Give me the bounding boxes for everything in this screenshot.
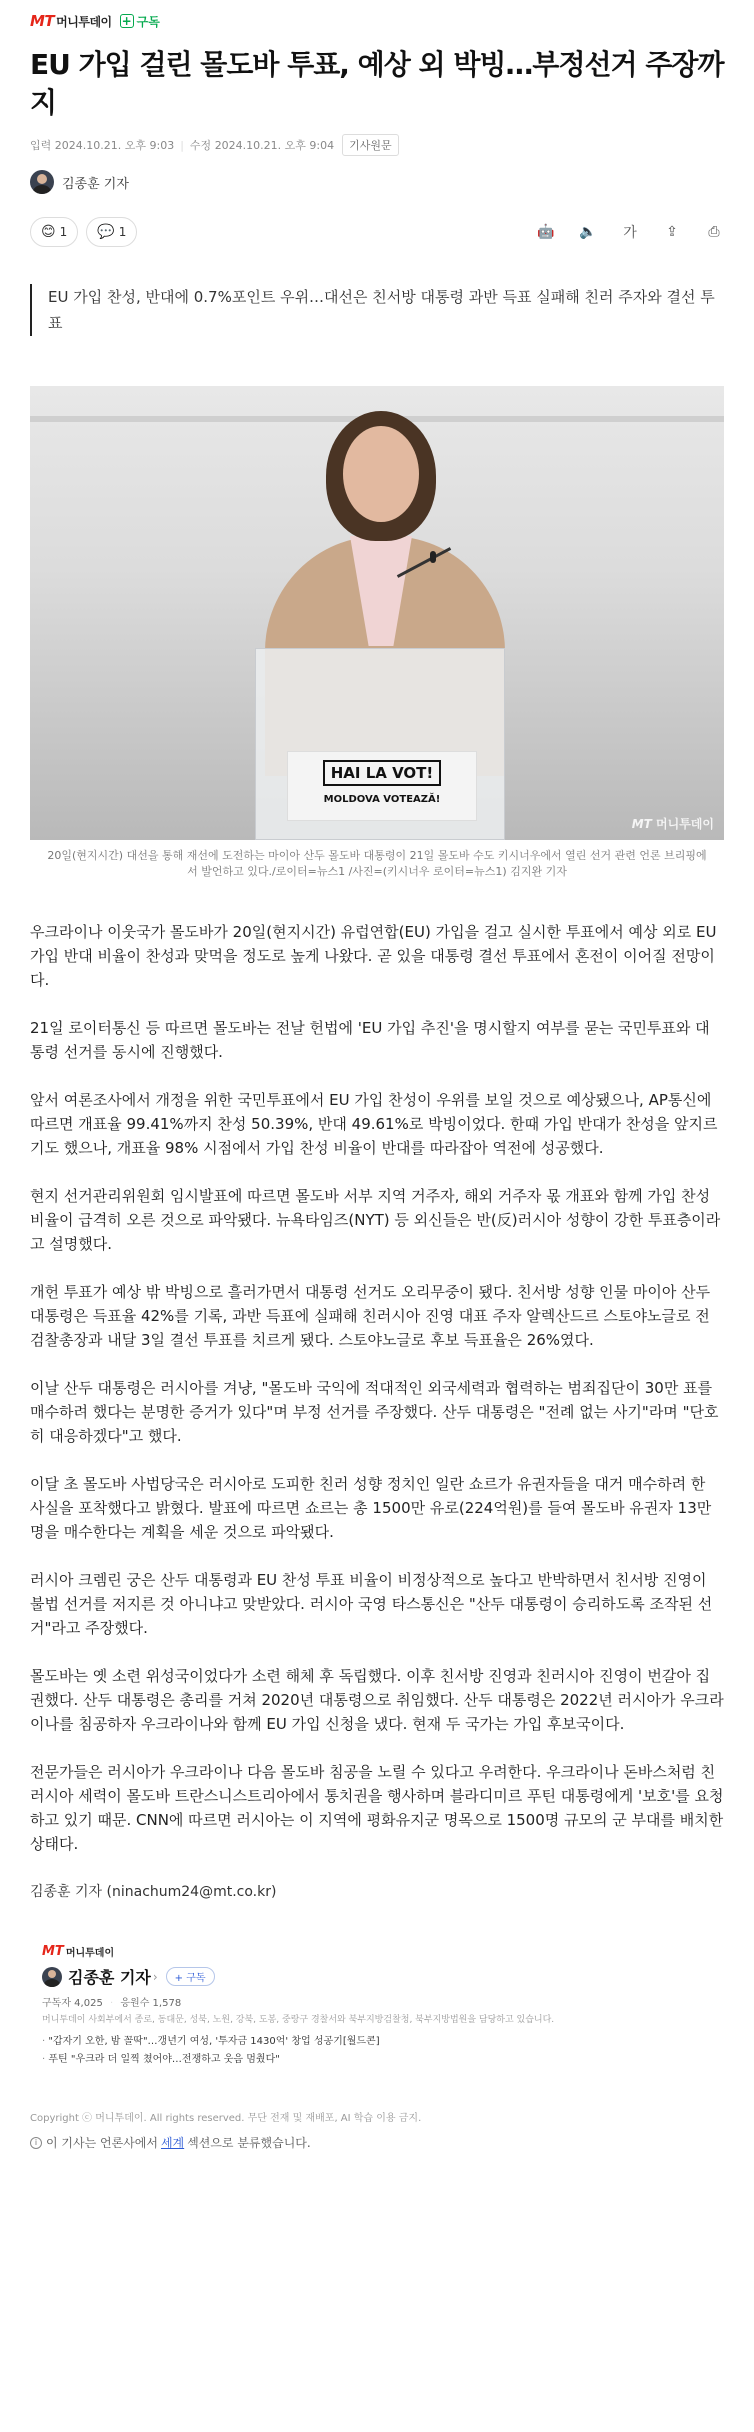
copyright: Copyright ⓒ 머니투데이. All rights reserved. 무단 전재 및 재배포, AI 학습 이용 금지. [30,2113,422,2124]
reporter-card-logo[interactable]: MT 머니투데이 [42,1944,115,1959]
font-size-button[interactable] [620,222,640,242]
article-title: EU 가입 걸린 몰도바 투표, 예상 외 박빙…부정선거 주장까지 [30,48,724,119]
article-dates: 입력 2024.10.21. 오후 9:03 | 수정 2024.10.21. 오후 9:04 기사원문 [30,134,724,156]
subscribe-button[interactable]: + 구독 [121,14,160,29]
article-body [30,920,724,1904]
input-date: 2024.10.21. 오후 9:03 [54,139,175,152]
avatar [30,170,54,194]
list-item[interactable]: · 푸틴 "우크라 더 일찍 쳤어야…전쟁하고 웃음 멈췄다" [42,2051,712,2069]
reporter-article-list [42,2033,712,2069]
article-page [0,8,754,2151]
info-icon: i [30,2137,42,2149]
sign-sub-text: MOLDOVA VOTEAZĂ! [323,794,441,805]
paragraph: 21일 로이터통신 등 따르면 몰도바는 전날 헌법에 'EU 가입 추진'을 명시할지 여부를 묻는 국민투표와 대통령 선거를 동시에 진행했다. [30,1019,710,1061]
audio-icon[interactable]: 🔈 [579,224,597,240]
list-item[interactable]: · "갑자기 오한, 밤 꼴딱"…갱년기 여성, '투자금 1430억' 창업 성공기[월드콘] [42,2033,712,2051]
paragraph: 우크라이나 이웃국가 몰도바가 20일(현지시간) 유럽연합(EU) 가입을 걸고 실시한 투표에서 예상 외로 EU 가입 반대 비율이 찬성과 맞먹을 정도로 높게 나왔다. 곧 있을 대통령 결선 투표에서 혼전이 이어질 전망이다. [30,923,717,989]
input-label: 입력 [30,139,52,152]
cheer-count: 1,578 [152,1998,182,2009]
reporter-card-header [42,1965,712,1988]
summary-bot-icon[interactable]: 🤖 [537,224,555,240]
press-logo[interactable]: MT 머니투데이 [30,12,112,30]
paragraph: 전문가들은 러시아가 우크라이나 다음 몰도바 침공을 노릴 수 있다고 우려한다. 우크라이나 돈바스처럼 친러시아 세력이 몰도바 트란스니스트리아에서 통치권을 행사하며 블라디미르 푸틴 대통령에게 '보호'를 요청하고 있기 때문. CNN에 따르면 러시아는 이 지역에 평화유지군 명목으로 1500명 규모의 군 부대를 배치한 상태다. [30,1763,724,1853]
modified-date: 2024.10.21. 오후 9:04 [214,139,335,152]
reporter-stats: 구독자 4,025 · 응원수 1,578 [42,1998,182,2009]
section-classification: i 이 기사는 언론사에서 세계 섹션으로 분류했습니다. [30,2134,724,2151]
plus-icon: + [121,14,132,28]
chevron-right-icon[interactable]: › [152,1969,158,1984]
press-header [30,8,724,34]
avatar[interactable] [42,1967,62,1987]
print-icon[interactable]: ⎙ [708,224,720,240]
reporter-card-name[interactable]: 김종훈 기자 [68,1968,151,1987]
sign-main-text: HAI LA VOT! [323,760,442,786]
photo-caption: 20일(현지시간) 대선을 통해 재선에 도전하는 마이아 산두 몰도바 대통령이 21일 몰도바 수도 키시너우에서 열린 선거 관련 언론 브리핑에서 발언하고 있다./로이터=뉴스1 /사진=(키시너우 로이터=뉴스1) 김지완 기자 [47,849,707,878]
reporter-card [42,1944,712,2069]
subscriber-count: 4,025 [74,1998,103,2009]
photo-watermark: MT 머니투데이 [631,817,714,831]
paragraph: 개헌 투표가 예상 밖 박빙으로 흘러가면서 대통령 선거도 오리무중이 됐다. 친서방 성향 인물 마이아 산두 대통령은 득표율 42%를 기록, 과반 득표에 실패해 친러시아 진영 대표 주자 알렉산드르 스토야노글로 전 검찰총장과 내달 3일 결선 투표를 치르게 됐다. 스토야노글로 후보 득표율은 26%였다. [30,1283,711,1349]
paragraph: 앞서 여론조사에서 개정을 위한 국민투표에서 EU 가입 찬성이 우위를 보일 것으로 예상됐으나, AP통신에 따르면 개표율 99.41%까지 찬성 50.39%, 반대 49.61%로 박빙이었다. 한때 가입 반대가 찬성을 앞지르기도 했으나, 개표율 98% 시점에서 가입 찬성 비율이 반대를 따라잡아 역전에 성공했다. [30,1091,718,1157]
section-link[interactable]: 세계 [160,2136,185,2150]
share-icon[interactable]: ⇪ [666,224,678,240]
paragraph: 이날 산두 대통령은 러시아를 겨냥, "몰도바 국익에 적대적인 외국세력과 협력하는 범죄집단이 30만 표를 매수하려 했다는 분명한 증거가 있다"며 부정 선거를 주장했다. 산두 대통령은 "전례 없는 사기"라며 "단호히 대응하겠다"고 했다. [30,1379,719,1445]
emoji-icon: 😊 [41,224,56,240]
modified-label: 수정 [189,139,212,152]
action-bar [30,216,724,248]
reaction-button[interactable] [30,217,78,247]
reporter-name: 김종훈 기자 [62,176,129,192]
reporter-subscribe-button[interactable]: + 구독 [166,1967,215,1986]
reaction-count: 1 [59,225,68,239]
reporter-info[interactable] [30,168,724,196]
reporter-description: 머니투데이 사회부에서 종로, 동대문, 성북, 노원, 강북, 도봉, 중랑구 경찰서와 북부지방검찰청, 북부지방법원을 담당하고 있습니다. [42,2015,555,2025]
podium-sign [287,751,477,821]
paragraph: 러시아 크렘린 궁은 산두 대통령과 EU 찬성 투표 비율이 비정상적으로 높다고 반박하면서 친서방 진영이 불법 선거를 저지른 것 아니냐고 맞받았다. 러시아 국영 타스통신은 "산두 대통령이 승리하도록 조작된 선거"라고 주장했다. [30,1571,713,1637]
comment-button[interactable] [86,217,137,247]
original-article-button[interactable]: 기사원문 [342,134,399,156]
comment-count: 1 [118,225,127,239]
paragraph: 몰도바는 옛 소련 위성국이었다가 소련 해체 후 독립했다. 이후 친서방 진영과 친러시아 진영이 번갈아 집권했다. 산두 대통령은 총리를 거쳐 2020년 대통령으로 취임했다. 산두 대통령은 2022년 러시아가 우크라이나를 침공하자 우크라이나와 함께 EU 가입 신청을 냈다. 현재 두 국가는 가입 후보국이다. [30,1667,724,1733]
paragraph: 이달 초 몰도바 사법당국은 러시아로 도피한 친러 성향 정치인 일란 쇼르가 유권자들을 대거 매수하려 한 사실을 포착했다고 밝혔다. 발표에 따르면 쇼르는 총 1500만 유로(224억원)를 들여 몰도바 유권자 13만 명을 매수한다는 계획을 세운 것으로 파악됐다. [30,1475,712,1541]
comment-icon: 💬 [97,224,115,240]
article-byline: 김종훈 기자 (ninachum24@mt.co.kr) [30,1884,277,1900]
paragraph: 현지 선거관리위원회 임시발표에 따르면 몰도바 서부 지역 거주자, 해외 거주자 몫 개표와 함께 가입 찬성 비율이 급격히 오른 것으로 파악됐다. 뉴욕타임즈(NYT) 등 외신들은 반(反)러시아 성향이 강한 투표층이라고 설명했다. [30,1187,721,1253]
article-photo[interactable] [30,386,724,840]
font-size-icon: 가 [623,225,637,241]
article-tools [536,222,724,242]
article-summary: EU 가입 찬성, 반대에 0.7%포인트 우위…대선은 친서방 대통령 과반 득표 실패해 친러 주자와 결선 투표 [30,284,724,336]
